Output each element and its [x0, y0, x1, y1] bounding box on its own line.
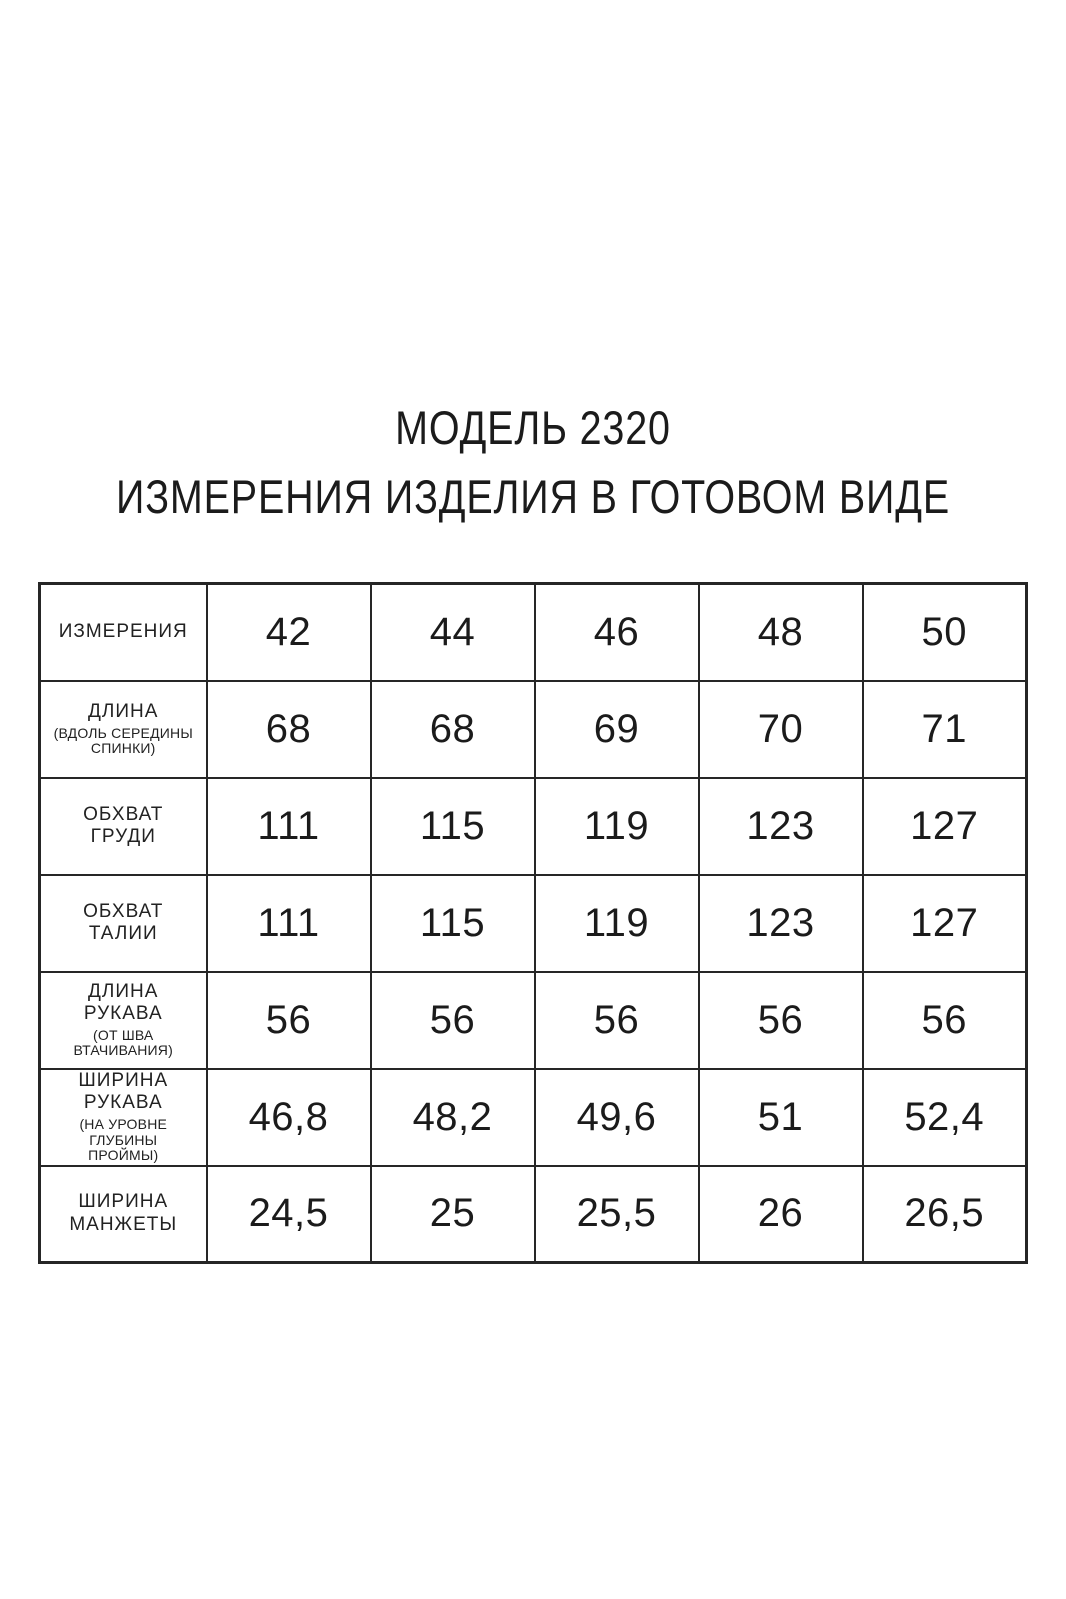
value-cell: 119 [535, 778, 699, 875]
value-cell: 25,5 [535, 1166, 699, 1263]
row-label: ДЛИНА [88, 701, 159, 723]
value-cell: 51 [699, 1069, 863, 1166]
table-row-length [40, 681, 1027, 778]
row-sublabel: (ВДОЛЬ СЕРЕДИНЫ СПИНКИ) [53, 724, 193, 757]
row-sublabel: (НА УРОВНЕ ГЛУБИНЫ ПРОЙМЫ) [79, 1115, 168, 1164]
value-cell: 56 [371, 972, 535, 1069]
row-sublabel: (ОТ ШВА ВТАЧИВАНИЯ) [73, 1026, 173, 1059]
value-cell: 119 [535, 875, 699, 972]
value-cell: 111 [207, 778, 371, 875]
chart-subtitle: ИЗМЕРЕНИЯ ИЗДЕЛИЯ В ГОТОВОМ ВИДЕ [115, 470, 951, 523]
table-row-sleeve-length [40, 972, 1027, 1069]
page-header [0, 0, 1066, 523]
size-column-header: 50 [863, 584, 1027, 681]
table-row-chest [40, 778, 1027, 875]
table-row-cuff-width [40, 1166, 1027, 1263]
value-cell: 49,6 [535, 1069, 699, 1166]
size-column-header: 42 [207, 584, 371, 681]
value-cell: 24,5 [207, 1166, 371, 1263]
value-cell: 115 [371, 875, 535, 972]
value-cell: 26,5 [863, 1166, 1027, 1263]
model-title: МОДЕЛЬ 2320 [395, 401, 671, 454]
value-cell: 127 [863, 778, 1027, 875]
value-cell: 70 [699, 681, 863, 778]
row-label: ШИРИНА МАНЖЕТЫ [69, 1191, 178, 1235]
value-cell: 123 [699, 778, 863, 875]
value-cell: 71 [863, 681, 1027, 778]
size-column-header: 44 [371, 584, 535, 681]
row-label-cell [40, 681, 207, 778]
table-row-sleeve-width [40, 1069, 1027, 1166]
value-cell: 115 [371, 778, 535, 875]
row-label: ОБХВАТ ГРУДИ [83, 803, 164, 847]
value-cell: 69 [535, 681, 699, 778]
value-cell: 56 [207, 972, 371, 1069]
value-cell: 52,4 [863, 1069, 1027, 1166]
row-label-cell [40, 1166, 207, 1263]
size-column-header: 48 [699, 584, 863, 681]
value-cell: 123 [699, 875, 863, 972]
table-header-row [40, 584, 1027, 681]
row-label-cell [40, 1069, 207, 1166]
value-cell: 68 [207, 681, 371, 778]
row-label: ДЛИНА РУКАВА [83, 980, 163, 1025]
row-label-cell [40, 778, 207, 875]
value-cell: 56 [699, 972, 863, 1069]
value-cell: 25 [371, 1166, 535, 1263]
value-cell: 68 [371, 681, 535, 778]
value-cell: 48,2 [371, 1069, 535, 1166]
size-column-header: 46 [535, 584, 699, 681]
row-label: ОБХВАТ ТАЛИИ [83, 900, 164, 944]
value-cell: 26 [699, 1166, 863, 1263]
value-cell: 46,8 [207, 1069, 371, 1166]
value-cell: 56 [863, 972, 1027, 1069]
row-label-cell [40, 875, 207, 972]
size-table [38, 582, 1028, 1264]
row-label-cell [40, 972, 207, 1069]
value-cell: 127 [863, 875, 1027, 972]
corner-header-label: ИЗМЕРЕНИЯ [58, 621, 188, 643]
table-row-waist [40, 875, 1027, 972]
corner-header-cell [40, 584, 207, 681]
value-cell: 111 [207, 875, 371, 972]
row-label: ШИРИНА РУКАВА [78, 1070, 169, 1114]
value-cell: 56 [535, 972, 699, 1069]
